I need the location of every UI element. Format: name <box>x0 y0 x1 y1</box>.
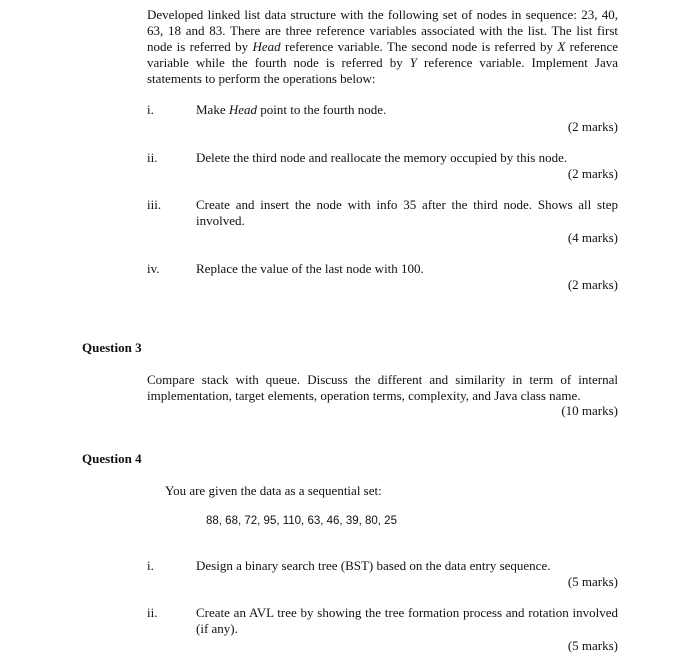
q4-item-2-marks: (5 marks) <box>567 638 618 653</box>
q2-item-1-head: Head <box>228 102 258 117</box>
x-variable: X <box>557 39 566 54</box>
q2-intro-paragraph <box>147 7 618 87</box>
q4-intro: You are given the data as a sequential set: <box>165 483 382 498</box>
question-3-heading: Question 3 <box>82 340 142 355</box>
q2-item-2-marks: (2 marks) <box>567 166 618 181</box>
q2-item-3-number: iii. <box>147 197 162 212</box>
y-variable: Y <box>409 55 417 70</box>
q2-intro-text-4: reference variable. Implement Java statements to perform the operations below: <box>147 55 618 86</box>
q4-item-2-number: ii. <box>147 605 158 620</box>
q2-item-3-text: Create and insert the node with info 35 after the third node. Shows all step involved. <box>196 197 618 228</box>
q4-item-1-number: i. <box>147 558 154 573</box>
q4-item-2-text: Create an AVL tree by showing the tree formation process and rotation involved (if any). <box>196 605 618 636</box>
q4-item-1-text: Design a binary search tree (BST) based on the data entry sequence. <box>196 558 551 573</box>
q3-text: Compare stack with queue. Discuss the different and similarity in term of internal implementation, target elements, operation terms, complexity, and Java class name. <box>147 372 618 403</box>
question-4-heading: Question 4 <box>82 451 142 466</box>
q2-item-4-marks: (2 marks) <box>567 277 618 292</box>
q2-item-3-marks: (4 marks) <box>567 230 618 245</box>
q2-intro-text-3: reference variable while the fourth node is referred by <box>147 39 618 70</box>
q2-item-1-marks: (2 marks) <box>567 119 618 134</box>
head-variable: Head <box>252 39 281 54</box>
q2-item-4-number: iv. <box>147 261 160 276</box>
q2-item-1-number: i. <box>147 102 154 117</box>
q4-item-1-marks: (5 marks) <box>567 574 618 589</box>
q2-item-1-pre: Make <box>196 102 229 117</box>
q4-data-set: 88, 68, 72, 95, 110, 63, 46, 39, 80, 25 <box>206 515 397 527</box>
q3-marks: (10 marks) <box>561 403 618 418</box>
q2-item-1-text <box>196 102 618 118</box>
q2-item-4-text: Replace the value of the last node with 100. <box>196 261 424 276</box>
q2-intro-text-1: Developed linked list data structure with the following set of nodes in sequence: 23, 40, 63, 18 and 83. There are three reference variables associated with the list. The list first node is referred by <box>147 7 618 54</box>
q2-item-2-number: ii. <box>147 150 158 165</box>
q2-intro-text-2: reference variable. The second node is referred by <box>280 39 558 54</box>
q2-item-2-text: Delete the third node and reallocate the memory occupied by this node. <box>196 150 568 165</box>
q2-item-1-post: point to the fourth node. <box>257 102 387 117</box>
